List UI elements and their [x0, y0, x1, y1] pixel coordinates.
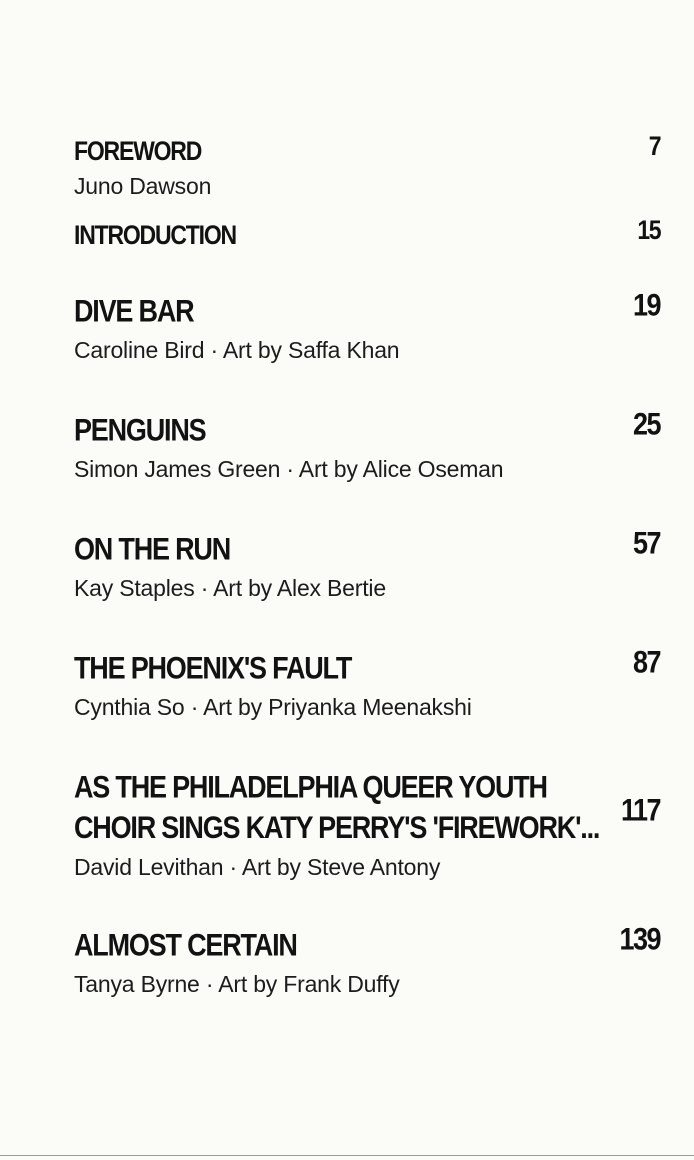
- entry-title: INTRODUCTION: [74, 219, 236, 250]
- contents-entry-penguins: [74, 406, 660, 483]
- entry-title-row: [74, 406, 660, 448]
- contents-entry-introduction: [74, 214, 660, 250]
- entry-byline: Simon James Green · Art by Alice Oseman: [74, 456, 504, 482]
- entry-page-number: 7: [648, 130, 660, 161]
- entry-byline: Kay Staples · Art by Alex Bertie: [74, 575, 386, 601]
- entry-title: PENGUINS: [74, 412, 206, 448]
- entry-title: DIVE BAR: [74, 293, 194, 329]
- entry-title-row: [74, 921, 660, 963]
- contents-entry-philadelphia-choir: [74, 767, 660, 881]
- entry-title: AS THE PHILADELPHIA QUEER YOUTH CHOIR SINGS KATY PERRY'S 'FIREWORK'...: [74, 769, 600, 845]
- entry-page-number: 139: [619, 921, 660, 957]
- entry-byline: David Levithan · Art by Steve Antony: [74, 854, 441, 880]
- entry-page-number: 19: [632, 287, 660, 323]
- page-bottom-edge: [0, 1155, 694, 1156]
- entry-title: FOREWORD: [74, 135, 202, 166]
- entry-title-row: [74, 130, 660, 166]
- entry-page-number: 87: [632, 644, 660, 680]
- entry-byline: Caroline Bird · Art by Saffa Khan: [74, 337, 400, 363]
- entry-byline: Cynthia So · Art by Priyanka Meenakshi: [74, 694, 472, 720]
- entry-page-number: 15: [637, 214, 660, 245]
- entry-title: ALMOST CERTAIN: [74, 927, 297, 963]
- entry-title-row: [74, 767, 660, 845]
- entry-title-row: [74, 525, 660, 567]
- contents-entry-almost-certain: [74, 921, 660, 998]
- entry-byline: Juno Dawson: [74, 173, 212, 199]
- entry-byline: Tanya Byrne · Art by Frank Duffy: [74, 971, 400, 997]
- contents-entry-on-the-run: [74, 525, 660, 602]
- entry-title-row: [74, 644, 660, 686]
- entry-page-number: 57: [632, 525, 660, 561]
- entry-page-number: 117: [620, 792, 660, 828]
- contents-entry-foreword: [74, 130, 660, 200]
- entry-page-number: 25: [632, 406, 660, 442]
- entry-title: ON THE RUN: [74, 531, 230, 567]
- entry-title: THE PHOENIX'S FAULT: [74, 650, 352, 686]
- entry-title-row: [74, 287, 660, 329]
- contents-entry-dive-bar: [74, 287, 660, 364]
- contents-entry-phoenixs-fault: [74, 644, 660, 721]
- entry-title-row: [74, 214, 660, 250]
